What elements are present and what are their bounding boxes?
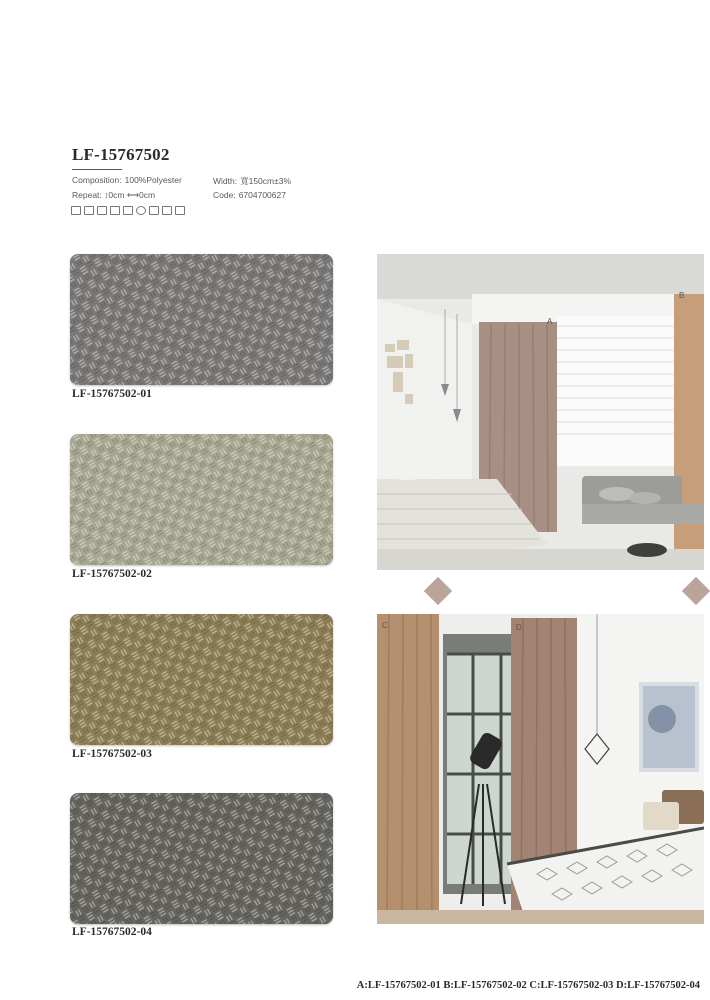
photo-mark-b: B: [679, 291, 685, 300]
no-tumble-dry-icon: [97, 206, 107, 215]
title-underline: [72, 169, 122, 170]
repeat-spec: [72, 190, 155, 201]
horizontal-repeat-icon: ⟷: [126, 190, 140, 200]
swatch-code-03: LF-15767502-03: [72, 748, 152, 760]
fabric-swatch-03: [70, 614, 333, 745]
no-bleach-icon: [84, 206, 94, 215]
repeat-horizontal-value: 0cm: [139, 190, 156, 200]
code-value: 6704700627: [238, 190, 286, 200]
code-spec: [213, 190, 286, 200]
bedroom-photo-cd: [377, 614, 704, 924]
code-label: Code:: [213, 190, 236, 200]
color-legend: A:LF-15767502-01 B:LF-15767502-02 C:LF-15767502-03 D:LF-15767502-04: [356, 980, 700, 991]
photo-mark-d: D: [516, 623, 522, 632]
vertical-repeat-icon: ↕: [104, 190, 109, 200]
repeat-vertical-value: 0cm: [108, 190, 125, 200]
bedroom-photo-ab: [377, 254, 704, 570]
width-value: 寬150cm±3%: [240, 176, 292, 186]
swatch-code-02: LF-15767502-02: [72, 568, 152, 580]
width-label: Width:: [213, 176, 238, 186]
repeat-label: Repeat:: [72, 190, 102, 200]
dry-clean-p-icon: [136, 206, 146, 215]
no-wring-icon: [175, 206, 185, 215]
photo-mark-c: C: [382, 621, 388, 630]
iron-low-icon: [123, 206, 133, 215]
composition-value: 100%Polyester: [124, 175, 182, 185]
fabric-swatch-04: [70, 793, 333, 924]
fabric-swatch-01: [70, 254, 333, 385]
wash-30-icon: [71, 206, 81, 215]
dry-flat-icon: [162, 206, 172, 215]
care-icons-row: [71, 206, 185, 215]
photo-mark-a: A: [547, 317, 553, 326]
swatch-code-04: LF-15767502-04: [72, 926, 152, 938]
width-spec: [213, 175, 291, 187]
composition-spec: [72, 175, 182, 185]
no-dry-icon: [110, 206, 120, 215]
composition-label: Composition:: [72, 175, 122, 185]
swatch-code-01: LF-15767502-01: [72, 388, 152, 400]
fabric-swatch-02: [70, 434, 333, 565]
product-title: LF-15767502: [72, 145, 170, 164]
diamond-ornament-left: [424, 577, 452, 605]
diamond-ornament-right: [682, 577, 710, 605]
hang-dry-icon: [149, 206, 159, 215]
